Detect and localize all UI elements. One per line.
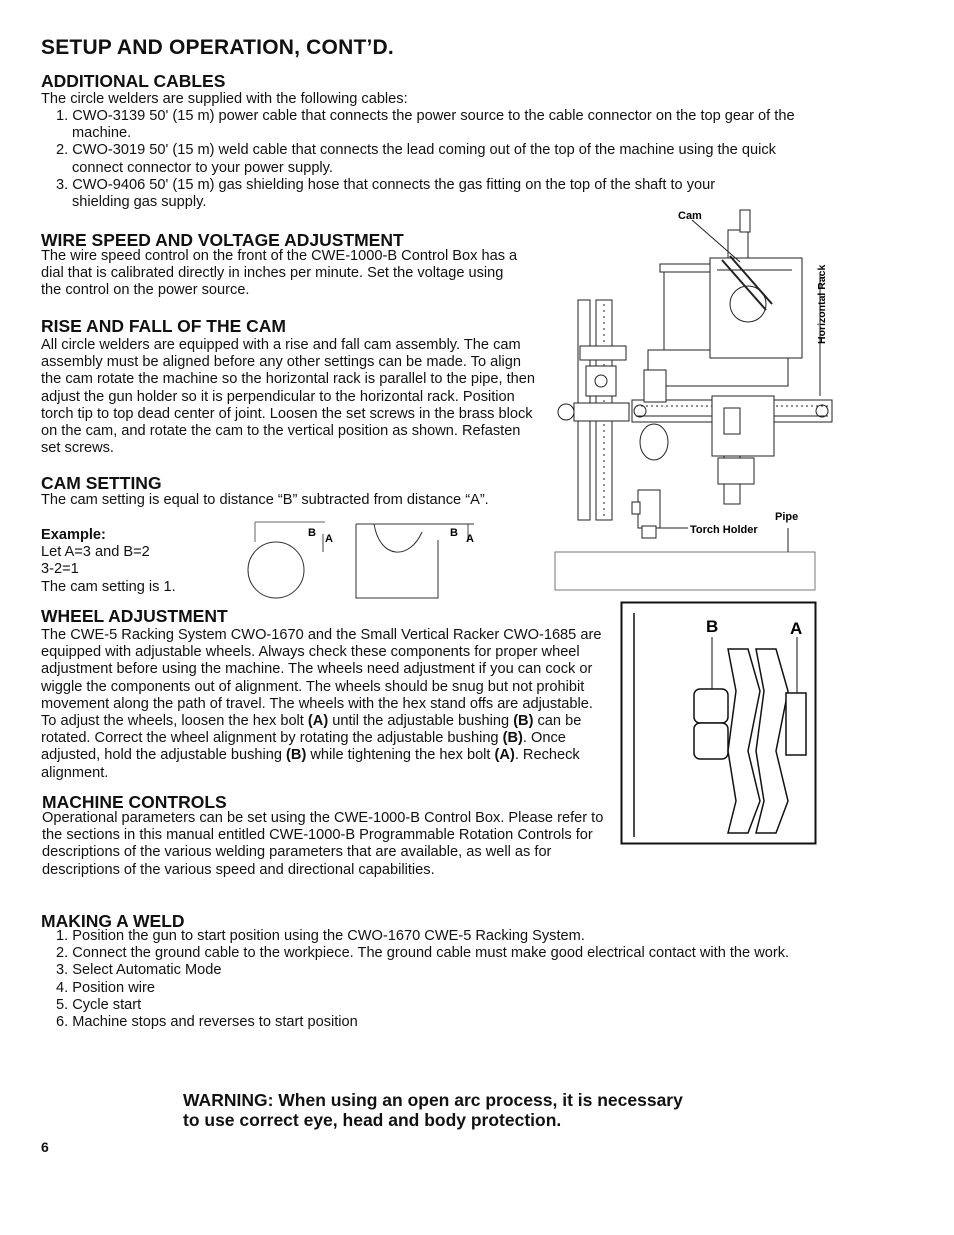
example-line: 3-2=1 xyxy=(41,561,79,578)
example-line: Let A=3 and B=2 xyxy=(41,544,150,561)
list-item: 4. Position wire xyxy=(56,979,155,996)
heading-cam-setting: CAM SETTING xyxy=(41,473,162,493)
cam-diagram-block xyxy=(350,520,480,600)
additional-cables-list xyxy=(41,108,811,211)
warning-notice xyxy=(183,1091,683,1130)
list-item: 1. CWO-3139 50' (15 m) power cable that connects the power source to the cable connector on the top gear of the machine. xyxy=(56,108,795,142)
heading-wheel-adjustment: WHEEL ADJUSTMENT xyxy=(41,606,228,626)
label-torch-holder: Torch Holder xyxy=(690,524,758,536)
label-b: B xyxy=(308,527,316,539)
heading-wire-speed: WIRE SPEED AND VOLTAGE ADJUSTMENT xyxy=(41,230,404,250)
heading-additional-cables: ADDITIONAL CABLES xyxy=(41,71,226,91)
heading-machine-controls: MACHINE CONTROLS xyxy=(42,792,227,812)
cam-diagram-circle xyxy=(245,520,340,600)
warning-line: to use correct eye, head and body protection. xyxy=(183,1109,562,1130)
warning-line: WARNING: When using an open arc process, it is necessary xyxy=(183,1090,683,1110)
page-title: SETUP AND OPERATION, CONT’D. xyxy=(41,36,394,59)
label-pipe: Pipe xyxy=(775,511,799,523)
list-item: 3. Select Automatic Mode xyxy=(56,962,222,979)
label-b: B xyxy=(450,527,458,539)
cam-setting-body: The cam setting is equal to distance “B” subtracted from distance “A”. xyxy=(41,492,489,508)
list-item: 3. CWO-9406 50' (15 m) gas shielding hose that connects the gas fitting on the top of the shaft to your shielding gas supply. xyxy=(56,176,716,211)
label-a: A xyxy=(325,533,333,545)
heading-rise-fall: RISE AND FALL OF THE CAM xyxy=(41,316,286,336)
list-item: 2. Connect the ground cable to the workpiece. The ground cable must make good electrical contact with the work. xyxy=(56,945,790,962)
label-a: A xyxy=(790,619,803,638)
page-number: 6 xyxy=(41,1139,49,1155)
label-horizontal-rack: Horizontal Rack xyxy=(816,264,828,344)
heading-making-a-weld: MAKING A WELD xyxy=(41,911,185,931)
label-a: A xyxy=(466,533,474,545)
label-cam: Cam xyxy=(678,210,702,222)
example-line: The cam setting is 1. xyxy=(41,578,176,595)
list-item: 6. Machine stops and reverses to start position xyxy=(56,1014,358,1031)
list-item: 2. CWO-3019 50' (15 m) weld cable that connects the lead coming out of the top of the machine using the quick connect connector to your power supply. xyxy=(56,142,776,176)
wheel-adjustment-figure xyxy=(620,601,817,845)
list-item: 5. Cycle start xyxy=(56,996,142,1013)
wheel-adjustment-body: The CWE-5 Racking System CWO-1670 and the Small Vertical Racker CWO-1685 are equipped with adjustable wheels. Always check these components for proper wheel adjustment before using the machine. The wheels need adjustment if you can cock or wiggle the components out of alignment. The wheels should be snug but not prohibit movement along the path of travel. The wheels with the hex stand offs are adjustable. To adjust the wheels, loosen the hex bolt (A) until the adjustable bushing (B) can be rotated. Correct the wheel alignment by rotating the adjustable bushing (B). Once adjusted, hold the adjustable bushing (B) while tightening the hex bolt (A). Recheck alignment. xyxy=(41,627,602,781)
label-b: B xyxy=(706,617,719,636)
cam-example xyxy=(41,527,176,596)
rise-fall-body: All circle welders are equipped with a rise and fall cam assembly. The cam assembly must be aligned before any other settings can be made. To align the cam rotate the machine so the horizontal rack is parallel to the pipe, then adjust the gun holder so it is perpendicular to the horizontal rack. Position torch tip to top dead center of joint. Loosen the set screws in the brass block on the cam, and rotate the cam to the vertical position as shown. Refasten set screws. xyxy=(41,337,536,457)
wire-speed-body: The wire speed control on the front of the CWE-1000-B Control Box has a dial that is calibrated directly in inches per minute. Set the voltage using the control on the power source. xyxy=(41,248,518,299)
example-label: Example: xyxy=(41,527,106,543)
making-weld-list xyxy=(41,928,805,1031)
machine-controls-body: Operational parameters can be set using the CWE-1000-B Control Box. Please refer to the sections in this manual entitled CWE-1000-B Programmable Rotation Controls for descriptions of the various welding parameters that are available, as well as for descriptions of the various speed and directional capabilities. xyxy=(42,810,604,878)
additional-cables-intro: The circle welders are supplied with the following cables: xyxy=(41,91,408,107)
circle-welder-illustration xyxy=(552,200,842,596)
list-item: 1. Position the gun to start position using the CWO-1670 CWE-5 Racking System. xyxy=(56,928,585,944)
